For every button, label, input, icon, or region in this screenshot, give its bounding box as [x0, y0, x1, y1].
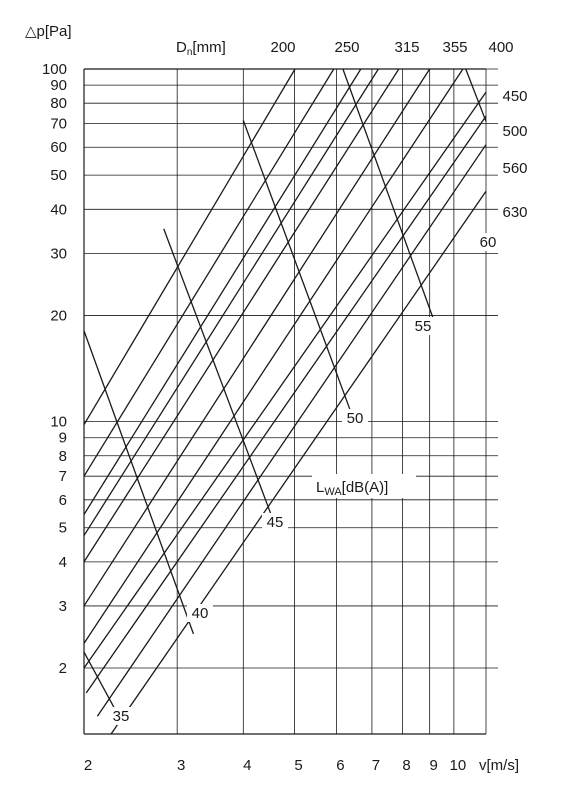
y-tick-label: 3 [58, 597, 67, 615]
diameter-line-560 [84, 92, 486, 668]
diameter-label-250: 250 [334, 39, 360, 56]
sound-level-label-50: 50 [346, 410, 364, 427]
x-tick-label: 2 [83, 757, 93, 774]
y-tick-label: 80 [50, 95, 67, 113]
y-tick-label: 4 [58, 553, 67, 571]
y-tick-label: 70 [50, 115, 67, 133]
diameter-axis-label: $D_n[mm]$ [176, 39, 226, 58]
diameter-line-250 [84, 69, 334, 476]
y-tick-label: 20 [50, 307, 67, 325]
x-tick-label: 9 [429, 757, 438, 774]
grid [84, 69, 498, 734]
x-tick-label: 7 [371, 757, 381, 774]
y-tick-label: 50 [50, 167, 67, 185]
sound-level-label-60: 60 [479, 234, 497, 251]
x-tick-label: 10 [449, 757, 467, 774]
diameter-line-355 [84, 69, 378, 536]
diameter-line [97, 145, 486, 717]
y-tick-label: 7 [58, 468, 67, 486]
diameter-label-400: 400 [488, 39, 514, 56]
y-tick-label: 90 [50, 77, 67, 95]
y-tick-label: 2 [58, 660, 67, 678]
chart-lines [84, 69, 486, 734]
y-tick-label: 6 [58, 491, 67, 509]
sound-level-line-60 [466, 69, 486, 121]
diameter-line-630 [86, 116, 486, 693]
y-tick-label: 100 [41, 61, 67, 78]
sound-level-label-40: 40 [191, 605, 209, 622]
diameter-line-500 [84, 69, 463, 643]
y-axis-label: △p[Pa] [25, 23, 72, 40]
diameter-line-315 [84, 69, 361, 515]
x-axis-label: v[m/s] [479, 757, 519, 774]
y-tick-label: 8 [58, 447, 67, 465]
diameter-label-450: 450 [502, 88, 528, 105]
sound-level-line-45 [164, 229, 275, 524]
diameter-label-355: 355 [442, 39, 468, 56]
sound-power-axis-label: $L_{WA}[dB(A)]$ [316, 479, 389, 498]
diameter-label-560: 560 [502, 160, 528, 177]
chart-labels [25, 23, 528, 774]
x-tick-label: 6 [336, 757, 345, 774]
y-tick-label: 40 [50, 201, 67, 219]
diameter-label-630: 630 [502, 204, 528, 221]
y-tick-label: 30 [50, 245, 67, 263]
sound-level-label-55: 55 [414, 318, 432, 335]
sound-level-line-55 [343, 69, 433, 318]
y-tick-label: 60 [50, 139, 67, 157]
sound-level-label-45: 45 [266, 514, 284, 531]
x-tick-label: 4 [243, 757, 252, 774]
y-tick-label: 5 [58, 519, 67, 537]
y-tick-label: 10 [50, 413, 67, 431]
diameter-label-200: 200 [270, 39, 296, 56]
sound-level-label-35: 35 [112, 708, 130, 725]
x-tick-label: 5 [294, 757, 303, 774]
y-tick-label: 9 [58, 429, 67, 447]
diameter-label-315: 315 [394, 39, 420, 56]
diameter-label-500: 500 [502, 123, 528, 140]
x-tick-label: 3 [177, 757, 186, 774]
x-tick-label: 8 [402, 757, 411, 774]
